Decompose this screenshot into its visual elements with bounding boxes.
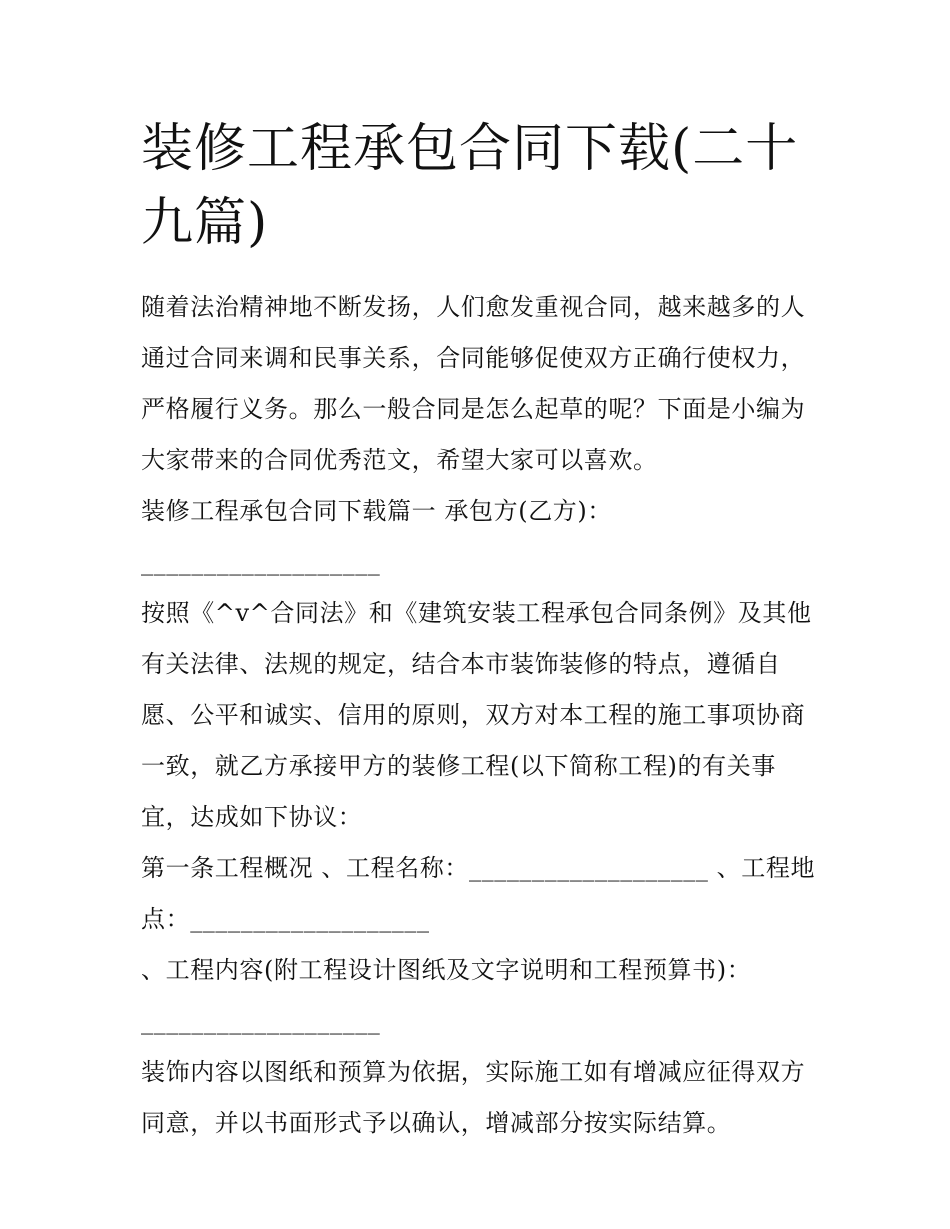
contractor-blank-line: ___________________: [141, 548, 381, 576]
contract-heading-line: 装修工程承包合同下载篇一 承包方(乙方)：: [141, 497, 612, 525]
decoration-content-paragraph: 装饰内容以图纸和预算为依据，实际施工如有增减应征得双方同意，并以书面形式予以确认，增减部分按实际结算。: [141, 1058, 806, 1137]
article-one-project-overview: 第一条工程概况 、工程名称：___________________ 、工程地点：___________________: [141, 854, 816, 933]
project-content-line: 、工程内容(附工程设计图纸及文字说明和工程预算书)：: [141, 956, 752, 984]
legal-basis-paragraph: 按照《^v^合同法》和《建筑安装工程承包合同条例》及其他有关法律、法规的规定，结合本市装饰装修的特点，遵循自愿、公平和诚实、信用的原则，双方对本工程的施工事项协商一致，就乙方承接甲方的装修工程(以下简称工程)的有关事宜，达成如下协议：: [141, 599, 812, 831]
project-content-blank-line: ___________________: [141, 1007, 381, 1035]
intro-paragraph: 随着法治精神地不断发扬，人们愈发重视合同，越来越多的人通过合同来调和民事关系，合同能够促使双方正确行使权力，严格履行义务。那么一般合同是怎么起草的呢？下面是小编为大家带来的合同优秀范文，希望大家可以喜欢。: [141, 293, 806, 474]
document-page: [141, 112, 821, 1149]
document-title: 装修工程承包合同下载(二十九篇): [141, 119, 799, 253]
